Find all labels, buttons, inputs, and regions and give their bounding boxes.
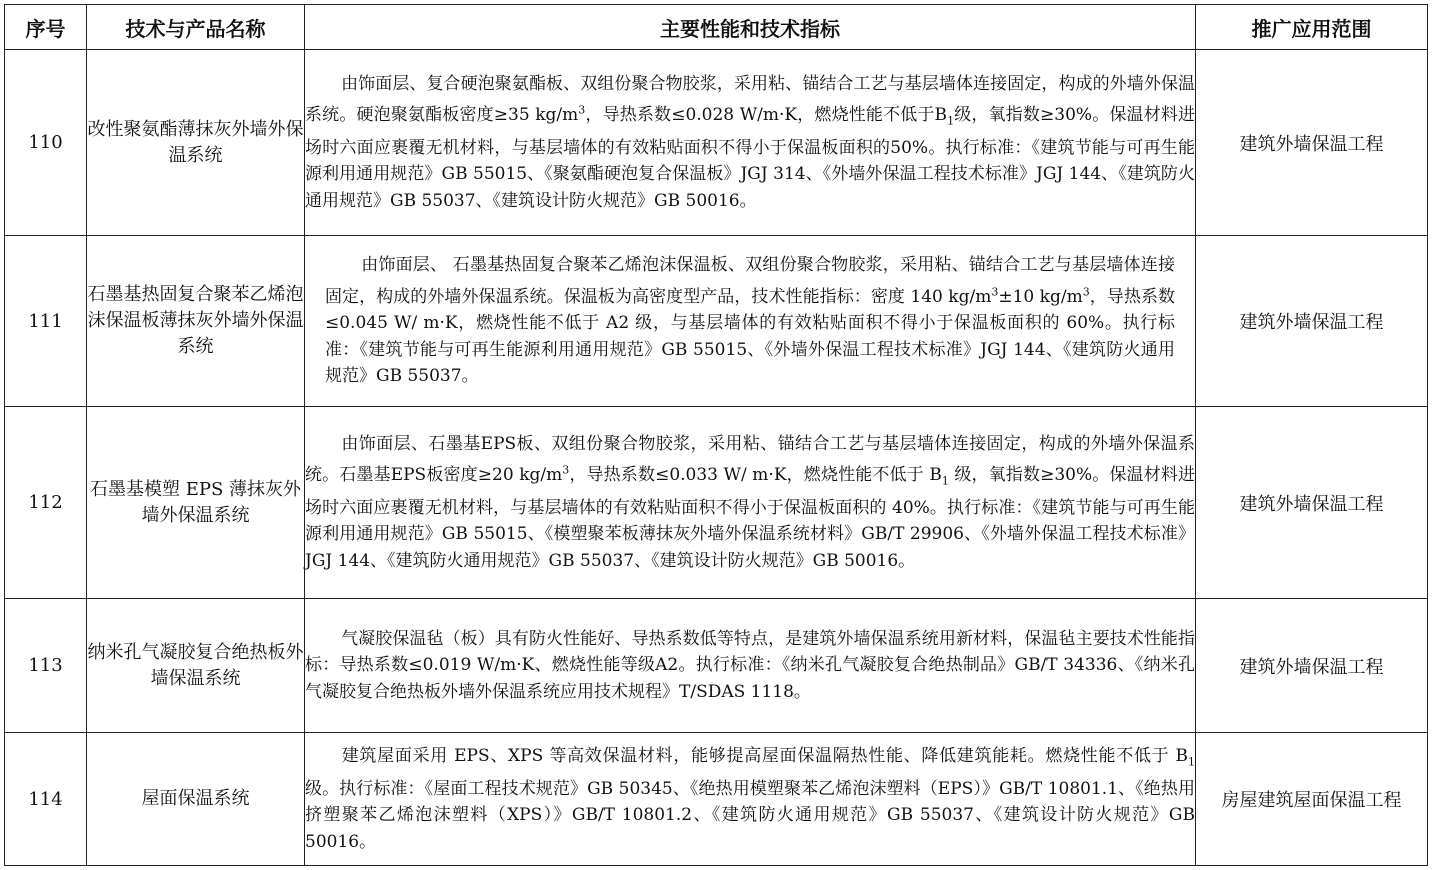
product-name: 屋面保温系统 [87, 733, 305, 866]
product-spec-text: 气凝胶保温毡（板）具有防火性能好、导热系数低等特点，是建筑外墙保温系统用新材料，保温毡主要技术性能指标：导热系数≤0.019 W/m·K、燃烧性能等级A2。执行标准：《纳米孔气凝胶复合绝热制品》GB/T 34336、《纳米孔气凝胶复合绝热板外墙外保温系统应用技术规程》T/SDAS 1118。 [305, 628, 1195, 702]
table-row [5, 50, 1428, 236]
product-spec-text: 建筑屋面采用 EPS、XPS 等高效保温材料，能够提高屋面保温隔热性能、降低建筑能耗。燃烧性能不低于 $B_1$级。执行标准：《屋面工程技术规范》GB 50345、《绝热用模塑聚苯乙烯泡沫塑料（EPS）》GB/T 10801.1、《绝热用挤塑聚苯乙烯泡沫塑料（XPS）》GB/T 10801.2、《建筑防火通用规范》GB 55037、《建筑设计防火规范》GB 50016。 [305, 745, 1195, 852]
application-scope: 建筑外墙保温工程 [1196, 407, 1428, 599]
row-number: 110 [5, 50, 87, 236]
product-name: 改性聚氨酯薄抹灰外墙外保温系统 [87, 50, 305, 236]
product-name: 石墨基热固复合聚苯乙烯泡沫保温板薄抹灰外墙外保温系统 [87, 236, 305, 407]
application-scope: 建筑外墙保温工程 [1196, 50, 1428, 236]
table-row [5, 407, 1428, 599]
product-spec [305, 236, 1196, 407]
product-spec [305, 599, 1196, 733]
product-spec-text: 由饰面层、复合硬泡聚氨酯板、双组份聚合物胶浆，采用粘、锚结合工艺与基层墙体连接固定，构成的外墙外保温系统。硬泡聚氨酯板密度≥35 $kg/m^3$，导热系数≤0.028 W/m·K，燃烧性能不低于$B_1$级，氧指数≥30%。保温材料进场时六面应裹覆无机材料，与基层墙体的有效粘贴面积不得小于保温板面积的50%。执行标准：《建筑节能与可再生能源利用通用规范》GB 55015、《聚氨酯硬泡复合保温板》JGJ 314、《外墙外保温工程技术标准》JGJ 144、《建筑防火通用规范》GB 55037、《建筑设计防火规范》GB 50016。 [305, 73, 1196, 211]
header-spec: 主要性能和技术指标 [305, 5, 1196, 50]
table-row [5, 599, 1428, 733]
row-number: 111 [5, 236, 87, 407]
row-number: 113 [5, 599, 87, 733]
table-row [5, 733, 1428, 866]
row-number: 112 [5, 407, 87, 599]
table-row [5, 236, 1428, 407]
product-spec [305, 50, 1196, 236]
row-number: 114 [5, 733, 87, 866]
header-name: 技术与产品名称 [87, 5, 305, 50]
spec-table [4, 4, 1428, 866]
header-no: 序号 [5, 5, 87, 50]
product-name: 纳米孔气凝胶复合绝热板外墙保温系统 [87, 599, 305, 733]
product-spec-text: 由饰面层、石墨基EPS板、双组份聚合物胶浆，采用粘、锚结合工艺与基层墙体连接固定，构成的外墙外保温系统。石墨基EPS板密度≥20 $kg/m^3$，导热系数≤0.033 W/ m·K，燃烧性能不低于 $B_1$ 级，氧指数≥30%。保温材料进场时六面应裹覆无机材料，与基层墙体的有效粘贴面积不得小于保温板面积的 40%。执行标准：《建筑节能与可再生能源利用通用规范》GB 55015、《模塑聚苯板薄抹灰外墙外保温系统材料》GB/T 29906、《外墙外保温工程技术标准》JGJ 144、《建筑防火通用规范》GB 55037、《建筑设计防火规范》GB 50016。 [305, 433, 1195, 571]
header-row [5, 5, 1428, 50]
product-spec-text: 由饰面层、 石墨基热固复合聚苯乙烯泡沫保温板、双组份聚合物胶浆，采用粘、锚结合工艺与基层墙体连接固定，构成的外墙外保温系统。保温板为高密度型产品，技术性能指标：密度 140 $kg/m^3\pm 10$ $kg/m^3$，导热系数≤0.045 W/ m·K，燃烧性能不低于 A2 级，与基层墙体的有效粘贴面积不得小于保温板面积的 60%。执行标准：《建筑节能与可再生能源利用通用规范》GB 55015、《外墙外保温工程技术标准》JGJ 144、《建筑防火通用规范》GB 55037。 [325, 255, 1176, 387]
application-scope: 建筑外墙保温工程 [1196, 599, 1428, 733]
product-spec [305, 407, 1196, 599]
product-name: 石墨基模塑 EPS 薄抹灰外墙外保温系统 [87, 407, 305, 599]
application-scope: 建筑外墙保温工程 [1196, 236, 1428, 407]
product-spec [305, 733, 1196, 866]
application-scope: 房屋建筑屋面保温工程 [1196, 733, 1428, 866]
header-scope: 推广应用范围 [1196, 5, 1428, 50]
